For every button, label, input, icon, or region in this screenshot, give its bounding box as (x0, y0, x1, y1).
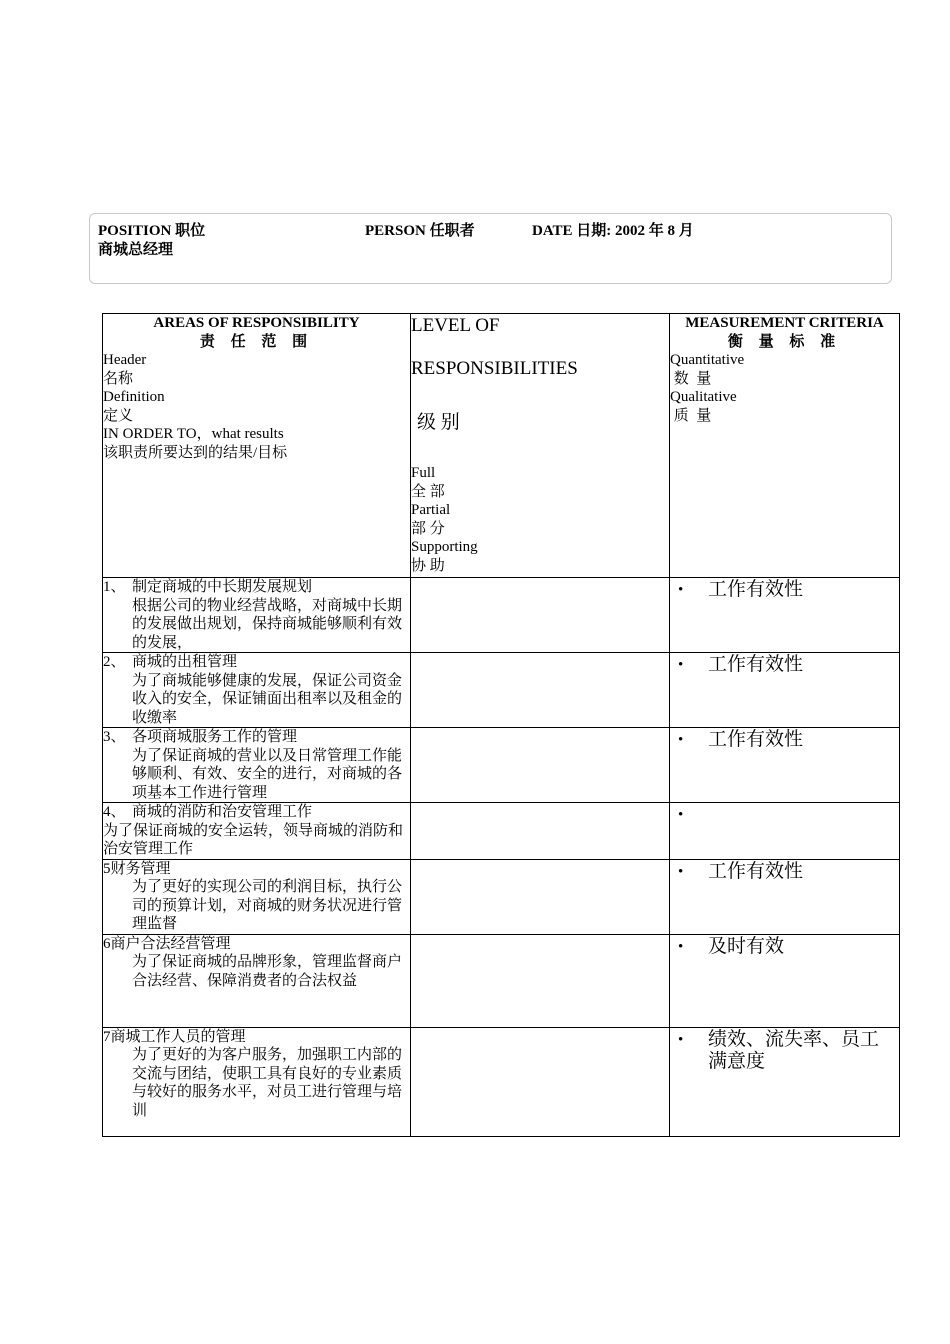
level-cell (411, 859, 670, 934)
row-title: 商户合法经营管理 (110, 935, 231, 952)
criteria-text: 工作有效性 (708, 654, 804, 675)
header-box (89, 213, 892, 284)
table-row (103, 728, 900, 803)
area-cell (103, 1027, 411, 1136)
area-cell (103, 578, 411, 653)
areas-title-cn: 责 任 范 围 (199, 333, 314, 350)
bullet: • (678, 582, 684, 598)
criteria-line: 数 量 (670, 370, 712, 387)
position-label: POSITION 职位 (98, 223, 206, 239)
person-label: PERSON 任职者 (365, 223, 475, 239)
criteria-text: 工作有效性 (708, 860, 804, 882)
row-description: 为了保证商城的品牌形象，管理监督商户合法经营、保障消费者的合法权益 (132, 954, 403, 989)
level-title-line1: LEVEL OF (411, 315, 500, 336)
areas-line: IN ORDER TO，what results (103, 426, 284, 442)
row-number: 2、 (103, 654, 126, 670)
area-cell (103, 859, 411, 934)
criteria-text: 绩效、流失率、员工满意度 (708, 1028, 880, 1072)
row-number: 6 (103, 935, 111, 952)
criteria-text: 工作有效性 (708, 579, 804, 600)
level-header-cell (411, 314, 670, 578)
bullet: • (678, 938, 684, 955)
date-label: DATE 日期: 2002 年 8 月 (532, 223, 694, 239)
level-title-cn: 级 别 (417, 412, 460, 433)
row-title: 制定商城的中长期发展规划 (132, 579, 313, 595)
criteria-cell (670, 653, 900, 728)
row-number: 3、 (103, 729, 126, 745)
level-cell (411, 934, 670, 1027)
criteria-line: Qualitative (670, 389, 737, 405)
table-row (103, 803, 900, 860)
criteria-text: 及时有效 (708, 935, 785, 957)
row-title: 财务管理 (110, 860, 171, 877)
row-number: 7 (103, 1028, 111, 1045)
criteria-cell (670, 728, 900, 803)
position-value: 商城总经理 (98, 242, 174, 258)
row-description: 为了保证商城的安全运转，领导商城的消防和治安管理工作 (103, 822, 404, 857)
row-number: 5 (103, 860, 111, 877)
bullet: • (678, 863, 684, 880)
bullet: • (678, 657, 684, 673)
row-title: 商城的出租管理 (132, 654, 238, 670)
responsibility-table (102, 313, 900, 1137)
criteria-line: Quantitative (670, 352, 745, 368)
table-row (103, 1027, 900, 1136)
criteria-cell (670, 1027, 900, 1136)
area-cell (103, 728, 411, 803)
row-title: 商城的消防和治安管理工作 (132, 804, 313, 820)
level-cell (411, 653, 670, 728)
table-row (103, 578, 900, 653)
area-cell (103, 934, 411, 1027)
table-row (103, 653, 900, 728)
row-number: 1、 (103, 579, 126, 595)
area-cell (103, 803, 411, 860)
row-description: 根据公司的物业经营战略，对商城中长期的发展做出规划，保持商城能够顺利有效的发展， (132, 597, 403, 651)
criteria-cell (670, 859, 900, 934)
area-cell (103, 653, 411, 728)
criteria-text: 工作有效性 (708, 729, 804, 750)
criteria-cell (670, 934, 900, 1027)
criteria-cell (670, 578, 900, 653)
criteria-cell (670, 803, 900, 860)
row-description: 为了商城能够健康的发展，保证公司资金收入的安全，保证铺面出租率以及租金的收缴率 (132, 672, 403, 726)
row-title: 各项商城服务工作的管理 (132, 729, 298, 745)
level-line: Full (411, 465, 436, 481)
row-title: 商城工作人员的管理 (110, 1028, 246, 1045)
table-row (103, 859, 900, 934)
areas-line: 定义 (103, 407, 134, 424)
table-header-row (103, 314, 900, 578)
bullet: • (678, 1031, 684, 1048)
table-row (103, 934, 900, 1027)
level-title-line2: RESPONSIBILITIES (411, 358, 578, 379)
level-cell (411, 803, 670, 860)
level-line: Supporting (411, 539, 478, 555)
criteria-title-cn: 衡 量 标 准 (727, 333, 842, 350)
level-line: 协 助 (411, 557, 445, 574)
level-line: 全 部 (411, 483, 445, 500)
level-cell (411, 728, 670, 803)
areas-line: Header (103, 352, 147, 368)
bullet: • (678, 732, 684, 748)
row-number: 4、 (103, 804, 126, 820)
areas-line: 该职责所要达到的结果/目标 (103, 444, 288, 461)
row-description: 为了更好的实现公司的利润目标，执行公司的预算计划，对商城的财务状况进行管理监督 (132, 879, 403, 932)
bullet: • (678, 807, 684, 823)
row-description: 为了更好的为客户服务，加强职工内部的交流与团结，使职工具有良好的专业素质与较好的服务水平，对员工进行管理与培训 (132, 1047, 403, 1119)
areas-line: 名称 (103, 370, 134, 387)
areas-title-en: AREAS OF RESPONSIBILITY (153, 315, 360, 331)
row-description: 为了保证商城的营业以及日常管理工作能够顺利、有效、安全的进行，对商城的各项基本工作进行管理 (132, 747, 403, 801)
level-line: 部 分 (411, 520, 445, 537)
criteria-header-cell (670, 314, 900, 578)
criteria-title-en: MEASUREMENT CRITERIA (685, 315, 884, 331)
criteria-line: 质 量 (670, 407, 712, 424)
level-cell (411, 578, 670, 653)
criteria-text (708, 804, 889, 826)
areas-header-cell (103, 314, 411, 578)
areas-line: Definition (103, 389, 165, 405)
level-cell (411, 1027, 670, 1136)
level-line: Partial (411, 502, 451, 518)
